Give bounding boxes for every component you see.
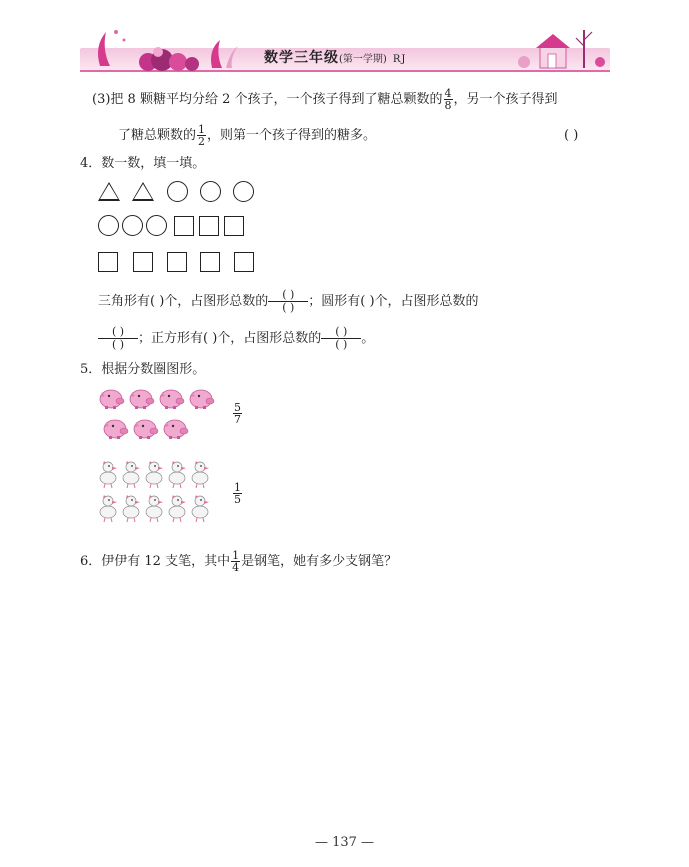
q3-line1-text-b: ，另一个孩子得到 [453, 92, 558, 107]
q4-line1-text-b: ；圆形有( )个，占图形总数的 [308, 294, 479, 309]
q4-line1-text-a: 三角形有( )个，占图形总数的 [98, 294, 269, 309]
square-shape [133, 252, 153, 272]
circle-shape [233, 181, 254, 202]
header-decoration-right [512, 22, 610, 72]
q3-fraction-1 [444, 88, 453, 111]
q4-title: 4．数一数，填一填。 [80, 156, 206, 171]
q4-line-1 [98, 289, 479, 314]
pigs-fraction-denominator: 7 [234, 413, 241, 426]
q3-fraction-2-denominator: 2 [198, 135, 206, 148]
circle-shape [122, 215, 143, 236]
q6-fraction-numerator: 1 [232, 549, 240, 562]
pigs-fraction-numerator: 5 [234, 401, 241, 414]
pigs-fraction [233, 402, 242, 425]
q3-fraction-2 [197, 124, 206, 147]
square-shape [224, 216, 244, 236]
q4-circle-fraction-blank[interactable] [98, 326, 138, 351]
square-shape [174, 216, 194, 236]
q3-answer-blank[interactable]: ( ) [564, 128, 579, 143]
page-number: — 137 — [314, 835, 375, 850]
q6-text-a: 6．伊伊有 12 支笔，其中 [80, 554, 231, 569]
header-subtitle: (第一学期) [339, 54, 387, 65]
q3-fraction-1-numerator: 4 [444, 87, 452, 100]
blank-denominator[interactable]: ( ) [282, 301, 295, 314]
header-title [264, 47, 406, 67]
ducks-fraction-numerator: 1 [234, 481, 241, 494]
q5-pigs-fraction [232, 402, 243, 425]
triangle-shape [98, 182, 120, 201]
ducks-fraction [233, 482, 242, 505]
square-shape [98, 252, 118, 272]
header-title-main: 数学三年级 [264, 50, 339, 66]
q4-line2-text-b: 。 [361, 331, 375, 346]
ducks-fraction-denominator: 5 [234, 493, 241, 506]
triangle-shape [132, 182, 154, 201]
blank-numerator[interactable]: ( ) [268, 289, 308, 302]
q4-line2-text-a: ；正方形有( )个，占图形总数的 [138, 331, 322, 346]
header-decoration-left [80, 22, 255, 72]
q4-line-2 [98, 326, 374, 351]
q3-fraction-1-denominator: 8 [444, 99, 452, 112]
square-shape [199, 216, 219, 236]
page-header [80, 22, 610, 76]
pigs-picture [96, 384, 216, 446]
ducks-picture [98, 456, 216, 528]
q3-fraction-2-numerator: 1 [198, 123, 206, 136]
circle-shape [167, 181, 188, 202]
blank-denominator[interactable]: ( ) [111, 338, 125, 351]
blank-numerator[interactable]: ( ) [98, 326, 138, 339]
circle-shape [98, 215, 119, 236]
q3-line-2 [118, 124, 376, 147]
q5-title: 5．根据分数圈图形。 [80, 362, 206, 377]
square-shape [200, 252, 220, 272]
q6-question [80, 550, 397, 573]
circle-shape [146, 215, 167, 236]
q5-ducks-fraction [232, 482, 243, 505]
q6-text-b: 是钢笔，她有多少支钢笔？ [241, 554, 398, 569]
q6-fraction [231, 550, 240, 573]
q4-triangle-fraction-blank[interactable] [268, 289, 308, 314]
blank-numerator[interactable]: ( ) [321, 326, 361, 339]
circle-shape [200, 181, 221, 202]
header-edition: RJ [392, 54, 407, 65]
q6-fraction-denominator: 4 [232, 561, 240, 574]
square-shape [234, 252, 254, 272]
square-shape [167, 252, 187, 272]
blank-denominator[interactable]: ( ) [335, 338, 348, 351]
q3-line2-text-b: ，则第一个孩子得到的糖多。 [207, 128, 377, 143]
q3-line2-text-a: 了糖总颗数的 [118, 128, 197, 143]
q4-square-fraction-blank[interactable] [321, 326, 361, 351]
q3-line1-text-a: (3)把 8 颗糖平均分给 2 个孩子，一个孩子得到了糖总颗数的 [92, 92, 443, 107]
q3-line-1 [92, 88, 558, 111]
